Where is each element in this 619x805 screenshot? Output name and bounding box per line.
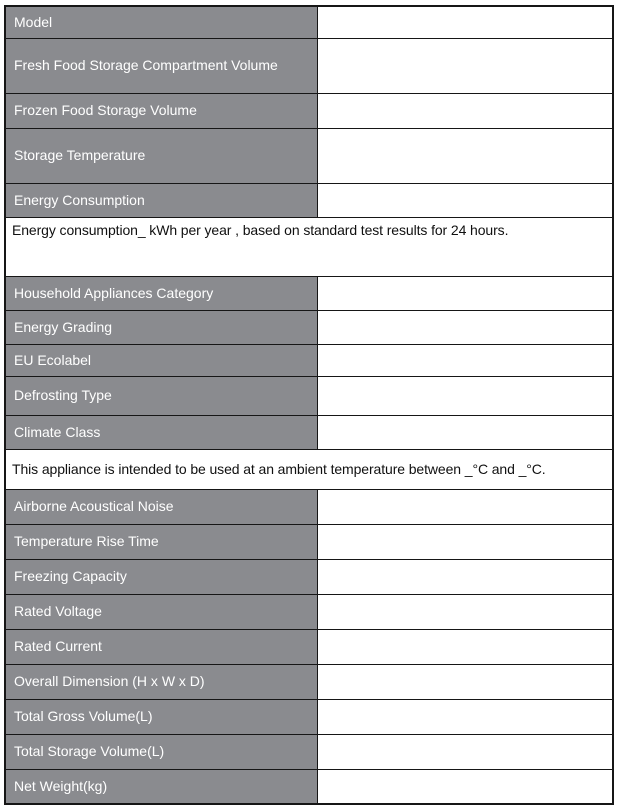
spec-value-storage-temperature — [317, 129, 613, 184]
spec-value-net-weight — [317, 770, 613, 805]
table-row-model — [5, 6, 613, 39]
spec-value-eu-ecolabel — [317, 345, 613, 377]
table-row-energy-note — [5, 218, 613, 277]
table-row-climate-class — [5, 416, 613, 450]
table-row-acoustical-noise — [5, 490, 613, 525]
spec-label-rated-current: Rated Current — [5, 630, 317, 665]
spec-value-energy-grading — [317, 311, 613, 345]
spec-value-total-storage-volume — [317, 735, 613, 770]
table-row-total-gross-volume — [5, 700, 613, 735]
specification-table — [4, 5, 614, 805]
spec-label-energy-grading: Energy Grading — [5, 311, 317, 345]
spec-value-model — [317, 6, 613, 39]
table-row-energy-consumption — [5, 184, 613, 218]
spec-label-rated-voltage: Rated Voltage — [5, 595, 317, 630]
spec-label-energy-consumption: Energy Consumption — [5, 184, 317, 218]
spec-label-overall-dimension: Overall Dimension (H x W x D) — [5, 665, 317, 700]
spec-label-appliances-category: Household Appliances Category — [5, 277, 317, 311]
spec-label-freezing-capacity: Freezing Capacity — [5, 560, 317, 595]
spec-label-climate-class: Climate Class — [5, 416, 317, 450]
spec-value-freezing-capacity — [317, 560, 613, 595]
table-row-ambient-note — [5, 450, 613, 490]
table-row-total-storage-volume — [5, 735, 613, 770]
spec-value-acoustical-noise — [317, 490, 613, 525]
spec-label-net-weight: Net Weight(kg) — [5, 770, 317, 805]
spec-value-defrosting-type — [317, 377, 613, 416]
spec-value-overall-dimension — [317, 665, 613, 700]
spec-label-eu-ecolabel: EU Ecolabel — [5, 345, 317, 377]
table-row-freezing-capacity — [5, 560, 613, 595]
table-row-appliances-category — [5, 277, 613, 311]
table-row-energy-grading — [5, 311, 613, 345]
spec-label-storage-temperature: Storage Temperature — [5, 129, 317, 184]
energy-consumption-note: Energy consumption_ kWh per year , based on standard test results for 24 hours. — [5, 218, 613, 277]
table-row-rated-current — [5, 630, 613, 665]
specification-sheet — [4, 5, 614, 805]
spec-value-rated-voltage — [317, 595, 613, 630]
spec-label-temperature-rise-time: Temperature Rise Time — [5, 525, 317, 560]
spec-value-appliances-category — [317, 277, 613, 311]
spec-value-frozen-food-volume — [317, 94, 613, 129]
table-row-storage-temperature — [5, 129, 613, 184]
spec-label-defrosting-type: Defrosting Type — [5, 377, 317, 416]
spec-value-total-gross-volume — [317, 700, 613, 735]
table-row-eu-ecolabel — [5, 345, 613, 377]
spec-value-fresh-food-volume — [317, 39, 613, 94]
spec-label-total-gross-volume: Total Gross Volume(L) — [5, 700, 317, 735]
spec-label-frozen-food-volume: Frozen Food Storage Volume — [5, 94, 317, 129]
ambient-temperature-note: This appliance is intended to be used at an ambient temperature between _°C and _°C. — [5, 450, 613, 490]
table-row-overall-dimension — [5, 665, 613, 700]
table-row-temperature-rise-time — [5, 525, 613, 560]
spec-label-total-storage-volume: Total Storage Volume(L) — [5, 735, 317, 770]
spec-value-temperature-rise-time — [317, 525, 613, 560]
table-row-frozen-food-volume — [5, 94, 613, 129]
spec-label-model: Model — [5, 6, 317, 39]
table-row-rated-voltage — [5, 595, 613, 630]
spec-label-acoustical-noise: Airborne Acoustical Noise — [5, 490, 317, 525]
spec-value-climate-class — [317, 416, 613, 450]
spec-label-fresh-food-volume: Fresh Food Storage Compartment Volume — [5, 39, 317, 94]
spec-value-energy-consumption — [317, 184, 613, 218]
table-row-fresh-food-volume — [5, 39, 613, 94]
spec-value-rated-current — [317, 630, 613, 665]
table-row-defrosting-type — [5, 377, 613, 416]
table-row-net-weight — [5, 770, 613, 805]
